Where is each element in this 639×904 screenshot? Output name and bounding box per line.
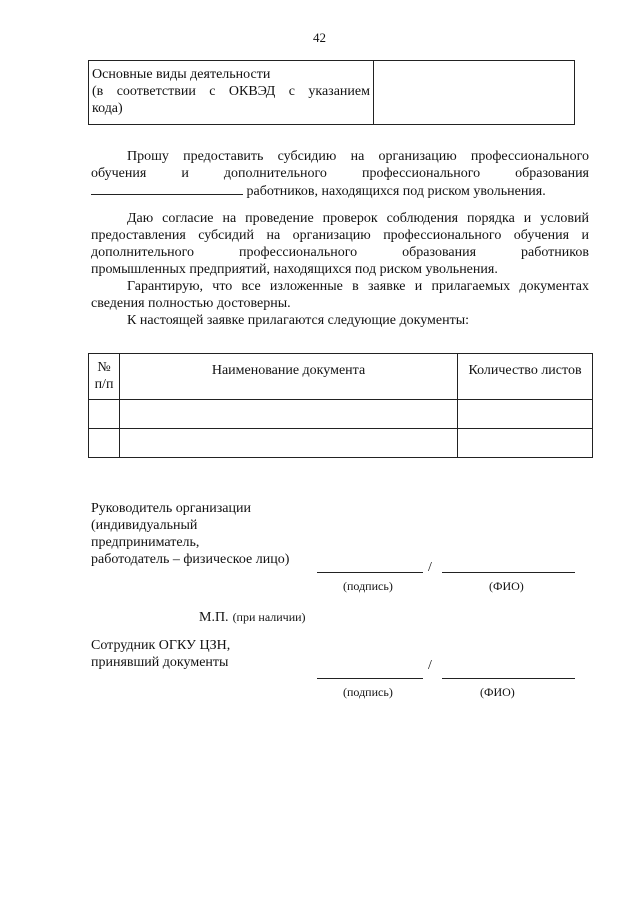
employee-fio-line[interactable] bbox=[442, 678, 575, 679]
head-fio-line[interactable] bbox=[442, 572, 575, 573]
table-row[interactable] bbox=[89, 400, 592, 428]
table-header-name: Наименование документа bbox=[211, 363, 366, 378]
consent-line: предоставления субсидий на организацию профессионального обучения и bbox=[91, 228, 589, 243]
signature-caption: (подпись) bbox=[343, 579, 393, 593]
header-num-line: п/п bbox=[94, 377, 114, 392]
signature-label-line: (индивидуальный bbox=[91, 518, 198, 533]
slash-separator: / bbox=[428, 560, 432, 575]
table-row[interactable] bbox=[89, 429, 592, 457]
activity-label-line: (в соответствии с ОКВЭД с указанием bbox=[92, 84, 370, 99]
request-line: Прошу предоставить субсидию на организацию профессионального bbox=[127, 149, 589, 164]
guarantee-line: Гарантирую, что все изложенные в заявке и прилагаемых документах bbox=[127, 279, 589, 294]
consent-line: дополнительного профессионального образования работников bbox=[91, 245, 589, 260]
consent-line: промышленных предприятий, находящихся под риском увольнения. bbox=[91, 262, 498, 277]
signature-label-line: Руководитель организации bbox=[91, 501, 251, 516]
request-line-with-blank bbox=[91, 182, 589, 200]
slash-separator: / bbox=[428, 658, 432, 673]
seal-label: М.П. bbox=[199, 610, 229, 625]
activity-value-cell[interactable] bbox=[375, 61, 574, 124]
request-line-text: работников, находящихся под риском увольнения. bbox=[246, 184, 546, 199]
fio-caption: (ФИО) bbox=[489, 579, 524, 593]
activity-table bbox=[88, 60, 575, 125]
activity-label-line: Основные виды деятельности bbox=[92, 67, 271, 82]
signature-caption: (подпись) bbox=[343, 685, 393, 699]
table-header-num bbox=[89, 359, 119, 393]
signature-label-line: Сотрудник ОГКУ ЦЗН, bbox=[91, 638, 231, 653]
signature-label-line: предприниматель, bbox=[91, 535, 200, 550]
category-blank-field[interactable] bbox=[91, 182, 243, 195]
employee-signature-line[interactable] bbox=[317, 678, 423, 679]
head-signature-label bbox=[91, 500, 331, 568]
signature-label-line: работодатель – физическое лицо) bbox=[91, 552, 290, 567]
header-num-line: № bbox=[97, 360, 111, 375]
employee-signature-label bbox=[91, 637, 331, 671]
seal-note: (при наличии) bbox=[232, 610, 306, 624]
request-line: обучения и дополнительного профессионального образования bbox=[91, 166, 589, 181]
page-number: 42 bbox=[313, 30, 326, 45]
documents-table bbox=[88, 353, 593, 458]
consent-line: Даю согласие на проведение проверок соблюдения порядка и условий bbox=[127, 211, 589, 226]
request-paragraph bbox=[91, 148, 589, 200]
consent-paragraph bbox=[91, 210, 589, 329]
fio-caption: (ФИО) bbox=[480, 685, 515, 699]
table-header-sheets: Количество листов bbox=[468, 363, 582, 378]
guarantee-line: сведения полностью достоверны. bbox=[91, 296, 291, 311]
activity-label-cell bbox=[89, 61, 374, 124]
seal-placeholder bbox=[199, 608, 306, 626]
signature-label-line: принявший документы bbox=[91, 655, 229, 670]
attached-intro: К настоящей заявке прилагаются следующие документы: bbox=[127, 313, 469, 328]
head-signature-line[interactable] bbox=[317, 572, 423, 573]
activity-label-line: кода) bbox=[92, 101, 123, 116]
